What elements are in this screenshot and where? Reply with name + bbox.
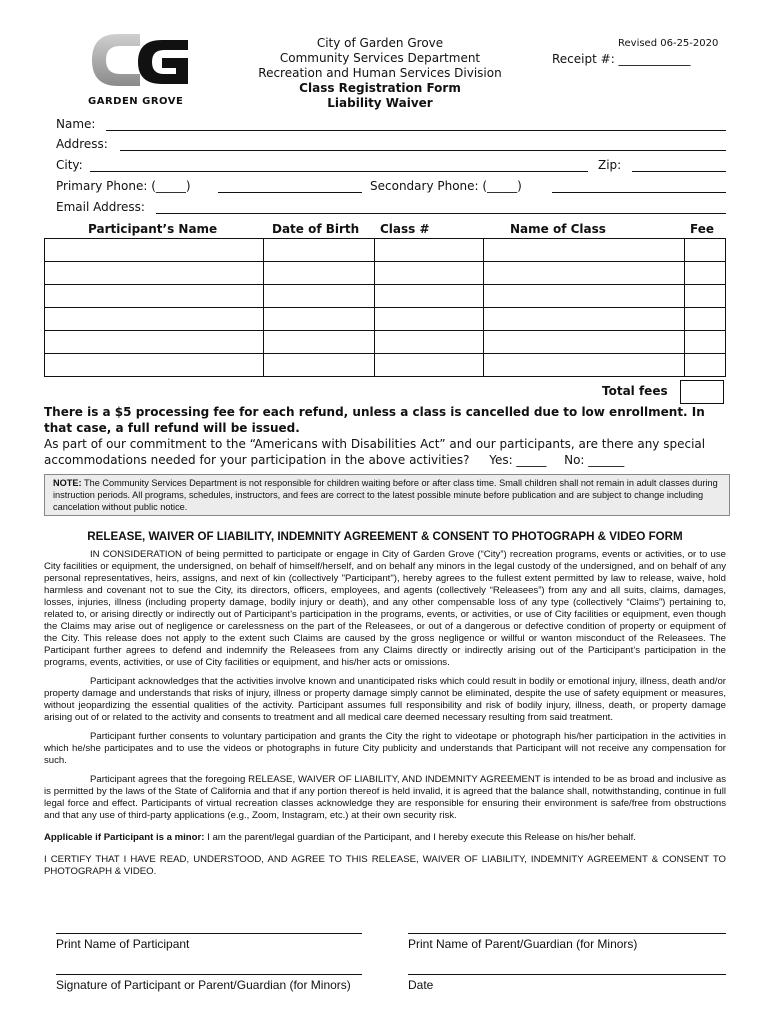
table-cell[interactable] — [264, 239, 375, 262]
note-text: The Community Services Department is not responsible for children waiting before or after class time. Small children shall not remain in adult classes during instruction periods. All programs, schedules, instructors, and fees are correct to the latest possible minute before publication and are subject to change including cancelation without public notice. — [53, 478, 718, 512]
table-cell[interactable] — [484, 285, 685, 308]
table-cell[interactable] — [45, 354, 264, 377]
table-cell[interactable] — [484, 354, 685, 377]
date-label: Date — [408, 978, 434, 992]
address-field[interactable] — [120, 150, 726, 151]
table-cell[interactable] — [45, 285, 264, 308]
signature-label: Signature of Participant or Parent/Guardian (for Minors) — [56, 978, 351, 992]
primary-phone-field[interactable] — [218, 192, 362, 193]
note-label: NOTE: — [53, 478, 82, 488]
logo-wordmark: GARDEN GROVE — [88, 96, 184, 107]
release-paragraph-4: Participant agrees that the foregoing RELEASE, WAIVER OF LIABILITY, AND INDEMNITY AGREEMENT is intended to be as broad and inclusive as is permitted by the laws of the State of California and that if any portion thereof is held invalid, it is agreed that the balance shall, notwithstanding, continue in full legal force and effect. Participants of virtual recreation classes acknowledge they are responsible for ensuring their environment is safe/free from obstructions and that any use of third-party applications (e.g., Zoom, Instagram, etc.) at their own security risk. — [44, 774, 726, 821]
col-class-number: Class # — [380, 222, 430, 236]
revised-date: Revised 06-25-2020 — [618, 38, 719, 49]
minor-text: I am the parent/legal guardian of the Participant, and I hereby execute this Release on his/her behalf. — [207, 832, 636, 843]
refund-notice: There is a $5 processing fee for each refund, unless a class is cancelled due to low enrollment. In that case, a full refund will be issued. — [44, 405, 705, 435]
email-label: Email Address: — [56, 200, 145, 214]
city-field[interactable] — [90, 171, 588, 172]
certify-statement: I CERTIFY THAT I HAVE READ, UNDERSTOOD, AND AGREE TO THIS RELEASE, WAIVER OF LIABILITY, INDEMNITY AGREEMENT & CONSENT TO PHOTOGRAPH & VIDEO. — [44, 854, 726, 877]
table-cell[interactable] — [375, 308, 484, 331]
table-row — [45, 285, 726, 308]
table-cell[interactable] — [375, 285, 484, 308]
table-cell[interactable] — [484, 262, 685, 285]
table-cell[interactable] — [685, 331, 726, 354]
receipt-number: Receipt #: ____________ — [552, 52, 691, 66]
table-cell[interactable] — [375, 262, 484, 285]
header-division: Recreation and Human Services Division — [258, 66, 502, 80]
table-cell[interactable] — [484, 308, 685, 331]
email-field[interactable] — [156, 213, 726, 214]
name-field[interactable] — [106, 130, 726, 131]
zip-label: Zip: — [598, 158, 622, 172]
address-label: Address: — [56, 137, 108, 151]
table-row — [45, 239, 726, 262]
guardian-name-line[interactable] — [408, 933, 726, 934]
release-paragraph-3: Participant further consents to voluntary participation and grants the City the right to videotape or photograph his/her participation in the activities in which he/she participates and to use the videos or photographs in future City publicity and understands that Participant will not receive any compensation for such. — [44, 731, 726, 766]
col-participant-name: Participant’s Name — [88, 222, 218, 236]
registration-table — [44, 238, 726, 377]
release-body — [44, 549, 726, 885]
ada-no[interactable]: No: ______ — [564, 453, 625, 467]
table-cell[interactable] — [45, 262, 264, 285]
name-label: Name: — [56, 117, 96, 131]
print-guardian-label: Print Name of Parent/Guardian (for Minors) — [408, 937, 638, 951]
ada-question — [44, 436, 734, 468]
table-cell[interactable] — [264, 308, 375, 331]
col-class-name: Name of Class — [510, 222, 606, 236]
header-city: City of Garden Grove — [316, 36, 444, 50]
ada-yes[interactable]: Yes: _____ — [489, 453, 547, 467]
secondary-phone-field[interactable] — [552, 192, 726, 193]
table-cell[interactable] — [375, 239, 484, 262]
col-fee: Fee — [690, 222, 714, 236]
table-row — [45, 308, 726, 331]
city-logo — [88, 30, 192, 106]
table-cell[interactable] — [685, 354, 726, 377]
table-cell[interactable] — [685, 239, 726, 262]
table-cell[interactable] — [484, 239, 685, 262]
garden-grove-g-logo-icon — [88, 30, 192, 90]
release-heading: RELEASE, WAIVER OF LIABILITY, INDEMNITY AGREEMENT & CONSENT TO PHOTOGRAPH & VIDEO FORM — [87, 530, 683, 543]
total-fees-box[interactable] — [680, 380, 724, 404]
table-cell[interactable] — [685, 308, 726, 331]
zip-field[interactable] — [632, 171, 726, 172]
table-cell[interactable] — [264, 285, 375, 308]
table-cell[interactable] — [45, 308, 264, 331]
table-row — [45, 262, 726, 285]
table-cell[interactable] — [264, 331, 375, 354]
ada-text: As part of our commitment to the “Americans with Disabilities Act” and our participants, are there any special accommodations needed for your participation in the above activities? — [44, 437, 706, 467]
minor-statement — [44, 832, 726, 844]
note-box — [44, 474, 730, 516]
date-line[interactable] — [408, 974, 726, 975]
col-date-of-birth: Date of Birth — [272, 222, 360, 236]
total-fees-label: Total fees — [602, 384, 668, 398]
form-title: Class Registration Form — [299, 81, 461, 95]
table-cell[interactable] — [264, 262, 375, 285]
table-cell[interactable] — [484, 331, 685, 354]
primary-phone-label: Primary Phone: (_____) — [56, 179, 191, 193]
minor-label: Applicable if Participant is a minor: — [44, 832, 205, 843]
table-cell[interactable] — [375, 354, 484, 377]
participant-name-line[interactable] — [56, 933, 362, 934]
header-department: Community Services Department — [279, 51, 481, 65]
table-cell[interactable] — [375, 331, 484, 354]
table-cell[interactable] — [45, 239, 264, 262]
table-cell[interactable] — [685, 285, 726, 308]
table-cell[interactable] — [264, 354, 375, 377]
form-subtitle: Liability Waiver — [327, 96, 433, 110]
city-label: City: — [56, 158, 83, 172]
table-row — [45, 331, 726, 354]
release-paragraph-1: IN CONSIDERATION of being permitted to participate or engage in City of Garden Grove (“City”) recreation programs, events or activities, or to use City facilities or equipment, the undersigned, on behalf of himself/herself, and on behalf any minors in the legal custody of the undersigned, and on behalf of any personal representatives, heirs, assigns, and next of kin (collectively "Participant"), hereby agrees to the fullest extent permitted by law to release, waive, hold harmless and covenant not to sue the City, its directors, officers, employees, and agents (collectively “Releasees”) from any and all suits, claims, damages, losses, injuries, illness (including property damage, bodily injury or death), and any other compensable loss of any type (collectively “Claims”) pertaining to, related to, or arising directly or indirectly out of Participant’s participation in the programs, events, or activities, or use of City facilities or equipment, even though the Claims may arise out of negligence or carelessness on the part of the Releasees, or out of a dangerous or defective condition of property or equipment of the City. This release does not apply to the extent such Claims are caused by the gross negligence or willful or wanton misconduct of the Releasees. The Participant further agrees to defend and indemnify the Releasees from any Claims directly or indirectly arising out of the Participant’s participation in the programs, events, activities, or use of City facilities or equipment, and his/her acts or omissions. — [44, 549, 726, 668]
table-row — [45, 354, 726, 377]
signature-line[interactable] — [56, 974, 362, 975]
print-participant-label: Print Name of Participant — [56, 937, 190, 951]
release-paragraph-2: Participant acknowledges that the activities involve known and unanticipated risks which could result in bodily or emotional injury, illness, death and/or property damage and understands that risks of injury, illness or property damage simply cannot be eliminated, despite the use of safety equipment or measures, without jeopardizing the essential qualities of the activity. Participant assumes full responsibility and risk of bodily injury, illness, death, or property damage arising out of or related to the activity and consents to treatment and all medical care deemed necessary resulting from said treatment. — [44, 676, 726, 723]
table-cell[interactable] — [685, 262, 726, 285]
table-cell[interactable] — [45, 331, 264, 354]
secondary-phone-label: Secondary Phone: (_____) — [370, 179, 522, 193]
